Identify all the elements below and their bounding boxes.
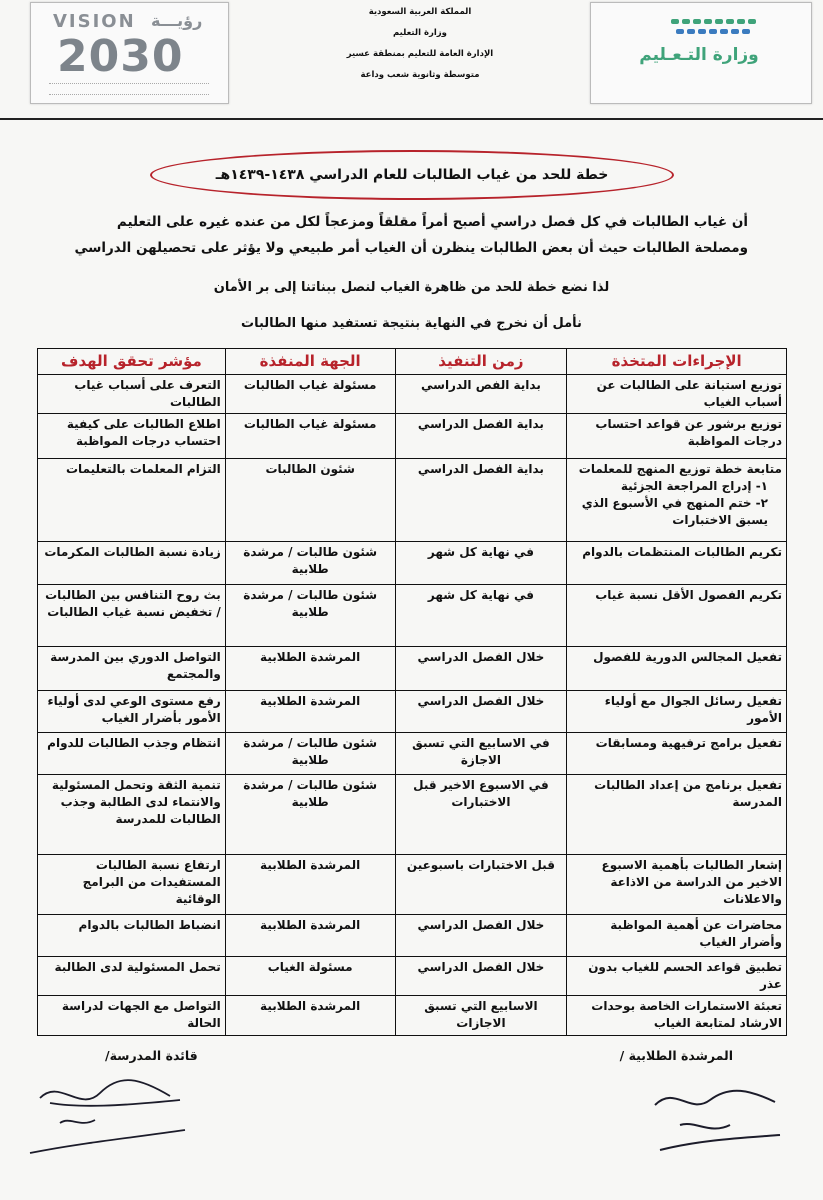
ministry-of-education-logo: [590, 2, 812, 104]
cell-party: المرشدة الطلابية: [225, 855, 395, 915]
cell-action-main: متابعة خطة توزيع المنهج للمعلمات: [578, 462, 782, 476]
cell-action: تفعيل برامج ترفيهية ومسابقات: [567, 733, 787, 775]
header-time: زمن التنفيذ: [395, 349, 567, 375]
cell-indicator: التواصل الدوري بين المدرسة والمجتمع: [38, 647, 226, 691]
cell-indicator: اطلاع الطالبات على كيفية احتساب درجات المواظبة: [38, 414, 226, 459]
vision-logo-tagline: [49, 83, 209, 95]
header-indicator: مؤشر تحقق الهدف: [38, 349, 226, 375]
table-row: [38, 647, 787, 691]
cell-action: توزيع استبانة على الطالبات عن أسباب الغياب: [567, 375, 787, 414]
cell-action: تفعيل برنامج من إعداد الطالبات المدرسة: [567, 775, 787, 855]
cell-action: إشعار الطالبات بأهمية الاسبوع الاخير من الدراسة من الاذاعة والاعلانات: [567, 855, 787, 915]
cell-time: خلال الفصل الدراسي: [395, 957, 567, 996]
cell-indicator: رفع مستوى الوعي لدى أولياء الأمور بأضرار الغياب: [38, 691, 226, 733]
header-actions: الإجراءات المتخذة: [567, 349, 787, 375]
cell-time: بداية الفصل الدراسي: [395, 414, 567, 459]
cell-time: الاسابيع التي تسبق الاجازات: [395, 996, 567, 1036]
cell-time: بداية الفصل الدراسي: [395, 459, 567, 542]
cell-indicator: تنمية الثقة وتحمل المسئولية والانتماء لدى الطالبة وجذب الطالبات للمدرسة: [38, 775, 226, 855]
cell-indicator: التعرف على أسباب غياب الطالبات: [38, 375, 226, 414]
cell-party: شئون طالبات / مرشدة طلابية: [225, 775, 395, 855]
cell-party: شئون طالبات / مرشدة طلابية: [225, 542, 395, 585]
cell-indicator: زيادة نسبة الطالبات المكرمات: [38, 542, 226, 585]
counselor-signature: [640, 1080, 790, 1160]
cell-action-subitem: ١- إدراج المراجعة الجزئية: [620, 479, 768, 493]
table-row: [38, 996, 787, 1036]
cell-action: تفعيل المجالس الدورية للفصول: [567, 647, 787, 691]
cell-time: خلال الفصل الدراسي: [395, 647, 567, 691]
cell-party: مسئولة غياب الطالبات: [225, 414, 395, 459]
gov-line-kingdom: المملكة العربية السعودية: [368, 7, 472, 17]
cell-action: تطبيق قواعد الحسم للغياب بدون عذر: [567, 957, 787, 996]
cell-time: بداية الفص الدراسي: [395, 375, 567, 414]
table-row: [38, 542, 787, 585]
cell-action: تعبئة الاستمارات الخاصة بوحدات الارشاد لمتابعة الغياب: [567, 996, 787, 1036]
cell-party: المرشدة الطلابية: [225, 915, 395, 957]
table-header-row: [38, 349, 787, 375]
absence-plan-table: [37, 348, 787, 1036]
gov-line-school: متوسطة وثانوية شعب وداعة: [360, 70, 480, 80]
cell-time: في الاسابيع التي تسبق الاجازة: [395, 733, 567, 775]
gov-line-directorate: الإدارة العامة للتعليم بمنطقة عسير: [346, 49, 494, 59]
cell-party: المرشدة الطلابية: [225, 691, 395, 733]
government-heading: [300, 2, 540, 86]
cell-time: في نهاية كل شهر: [395, 542, 567, 585]
table-row: [38, 915, 787, 957]
vision-logo-text: VISION: [53, 11, 136, 32]
vision-logo-year: 2030: [57, 31, 184, 82]
intro-line-4: نأمل أن نخرج في النهاية بنتيجة تستفيد منها الطالبات: [241, 316, 582, 331]
table-row: [38, 414, 787, 459]
table-row: [38, 691, 787, 733]
cell-indicator: تحمل المسئولية لدى الطالبة: [38, 957, 226, 996]
cell-indicator: انضباط الطالبات بالدوام: [38, 915, 226, 957]
cell-party: شئون طالبات / مرشدة طلابية: [225, 585, 395, 647]
cell-indicator: بث روح التنافس بين الطالبات / تخفيض نسبة غياب الطالبات: [38, 585, 226, 647]
intro-line-1: أن غياب الطالبات في كل فصل دراسي أصبح أمراً مقلقاً ومزعجاً لكل من عنده غيره على التعليم: [116, 214, 748, 230]
cell-party: شئون الطالبات: [225, 459, 395, 542]
cell-action-subitem: ٢- ختم المنهج في الأسبوع الذي يسبق الاختبارات: [581, 496, 768, 527]
counselor-label: المرشدة الطلابية /: [619, 1048, 733, 1063]
vision-2030-logo: [30, 2, 229, 104]
table-row: [38, 775, 787, 855]
cell-action: تكريم الفصول الأقل نسبة غياب: [567, 585, 787, 647]
plan-title: [150, 150, 674, 200]
table-row: [38, 855, 787, 915]
document-header: [0, 0, 823, 120]
cell-party: المرشدة الطلابية: [225, 647, 395, 691]
table-row: [38, 957, 787, 996]
intro-line-2: ومصلحة الطالبات حيث أن بعض الطالبات ينظرن أن الغياب أمر طبيعي ولا يؤثر على تحصيلهن الدراسي: [74, 240, 748, 256]
cell-time: خلال الفصل الدراسي: [395, 691, 567, 733]
cell-time: في نهاية كل شهر: [395, 585, 567, 647]
cell-indicator: انتظام وجذب الطالبات للدوام: [38, 733, 226, 775]
cell-action: تكريم الطالبات المنتظمات بالدوام: [567, 542, 787, 585]
moe-logo-text: وزارة التـعـليم: [639, 45, 759, 65]
cell-action: [567, 459, 787, 542]
table-row: [38, 375, 787, 414]
cell-time: خلال الفصل الدراسي: [395, 915, 567, 957]
cell-action: محاضرات عن أهمية المواظبة وأضرار الغياب: [567, 915, 787, 957]
cell-action: تفعيل رسائل الجوال مع أولياء الأمور: [567, 691, 787, 733]
principal-signature: [20, 1068, 190, 1163]
table-row: [38, 733, 787, 775]
cell-indicator: التواصل مع الجهات لدراسة الحالة: [38, 996, 226, 1036]
intro-line-3: لذا نضع خطة للحد من ظاهرة الغياب لنصل ببناتنا إلى بر الأمان: [213, 280, 610, 295]
cell-time: قبل الاختبارات باسبوعين: [395, 855, 567, 915]
cell-indicator: ارتفاع نسبة الطالبات المستفيدات من البرامج الوقائية: [38, 855, 226, 915]
cell-party: مسئولة غياب الطالبات: [225, 375, 395, 414]
cell-time: في الاسبوع الاخير قبل الاختبارات: [395, 775, 567, 855]
cell-indicator: التزام المعلمات بالتعليمات: [38, 459, 226, 542]
vision-logo-arabic: رؤيـــة: [151, 11, 203, 30]
table-row: [38, 459, 787, 542]
cell-action: توزيع برشور عن قواعد احتساب درجات المواظبة: [567, 414, 787, 459]
gov-line-ministry: وزارة التعليم: [393, 28, 447, 38]
cell-party: شئون طالبات / مرشدة طلابية: [225, 733, 395, 775]
cell-party: المرشدة الطلابية: [225, 996, 395, 1036]
plan-title-text: خطة للحد من غياب الطالبات للعام الدراسي ١٤٣٨-١٤٣٩هـ: [215, 167, 609, 183]
header-party: الجهة المنفذة: [225, 349, 395, 375]
moe-logo-icon: [671, 17, 771, 43]
principal-label: قائدة المدرسة/: [105, 1048, 198, 1063]
table-row: [38, 585, 787, 647]
cell-party: مسئولة الغياب: [225, 957, 395, 996]
